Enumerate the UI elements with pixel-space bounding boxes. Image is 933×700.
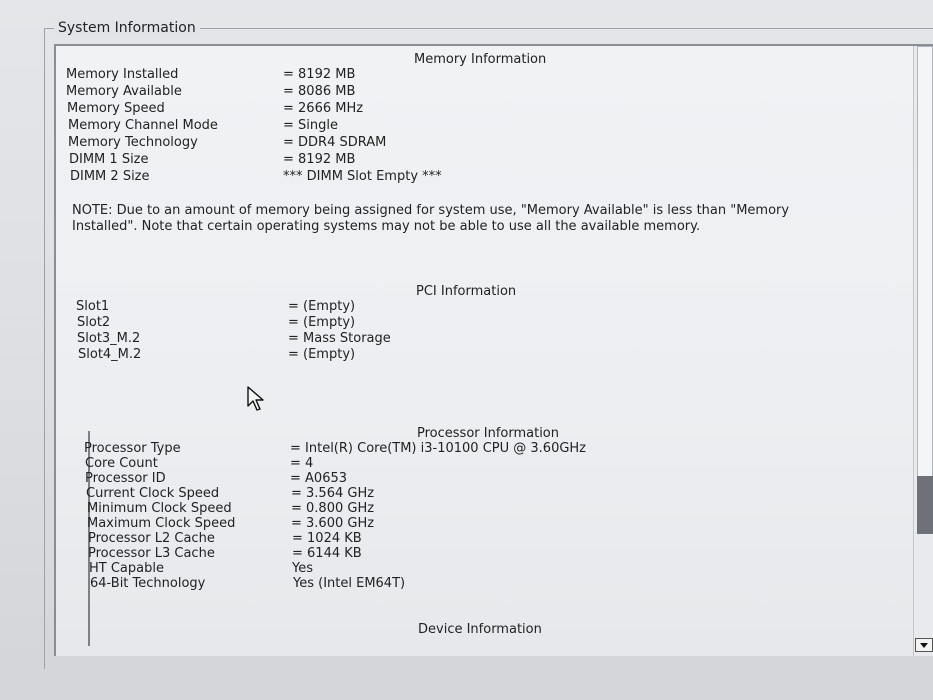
- row-value: = 3.564 GHz: [291, 486, 375, 501]
- memory-section-title: Memory Information: [414, 52, 547, 67]
- row-label: 64-Bit Technology: [90, 576, 206, 591]
- row-value: Yes: [292, 561, 313, 576]
- row-label: Maximum Clock Speed: [87, 516, 236, 531]
- device-section-title: Device Information: [418, 622, 542, 637]
- info-panel[interactable]: [54, 44, 933, 656]
- row-value: = 8086 MB: [283, 84, 356, 99]
- row-value: = 1024 KB: [292, 531, 362, 546]
- info-content: [56, 46, 906, 656]
- row-label: DIMM 1 Size: [69, 152, 149, 167]
- row-label: Processor Type: [84, 441, 181, 456]
- chevron-down-icon[interactable]: [915, 638, 933, 652]
- row-label: Memory Channel Mode: [68, 118, 218, 133]
- row-value: Yes (Intel EM64T): [293, 576, 406, 591]
- row-value: = 4: [290, 456, 314, 471]
- processor-section-title: Processor Information: [417, 426, 559, 441]
- row-value: = (Empty): [288, 299, 356, 314]
- row-value: = DDR4 SDRAM: [283, 135, 387, 150]
- row-label: Slot1: [76, 299, 110, 314]
- row-value: = Intel(R) Core(TM) i3-10100 CPU @ 3.60GHz: [290, 441, 587, 456]
- scroll-thumb-grip[interactable]: [917, 476, 933, 534]
- row-value: = 8192 MB: [283, 67, 356, 82]
- row-label: Slot3_M.2: [77, 331, 141, 346]
- row-label: HT Capable: [89, 561, 164, 576]
- row-label: Processor L2 Cache: [88, 531, 215, 546]
- row-label: Memory Available: [66, 84, 182, 99]
- row-value: = (Empty): [288, 347, 356, 362]
- row-label: Minimum Clock Speed: [87, 501, 232, 516]
- row-label: Processor L3 Cache: [88, 546, 215, 561]
- vertical-scrollbar[interactable]: [913, 46, 933, 656]
- row-label: DIMM 2 Size: [70, 169, 150, 184]
- group-title: System Information: [54, 20, 200, 36]
- row-value: *** DIMM Slot Empty ***: [283, 169, 442, 184]
- row-label: Slot4_M.2: [78, 347, 142, 362]
- row-label: Memory Installed: [66, 67, 179, 82]
- row-value: = (Empty): [288, 315, 356, 330]
- row-value: = 0.800 GHz: [291, 501, 375, 516]
- scroll-thumb[interactable]: [917, 46, 933, 534]
- row-label: Processor ID: [85, 471, 166, 486]
- row-value: = 6144 KB: [292, 546, 362, 561]
- row-value: = 8192 MB: [283, 152, 356, 167]
- pci-section-title: PCI Information: [416, 284, 517, 299]
- row-value: = 3.600 GHz: [291, 516, 375, 531]
- row-value: = A0653: [290, 471, 348, 486]
- row-label: Memory Speed: [67, 101, 165, 116]
- row-label: Core Count: [85, 456, 158, 471]
- mouse-pointer-icon: [246, 386, 266, 412]
- row-label: Memory Technology: [68, 135, 198, 150]
- memory-note: NOTE: Due to an amount of memory being assigned for system use, "Memory Available" is less than "Memory Installed". Note that certain operating systems may not be able to use all the available memory.: [72, 203, 790, 234]
- row-label: Current Clock Speed: [86, 486, 220, 501]
- row-value: = 2666 MHz: [283, 101, 364, 116]
- row-value: = Single: [283, 118, 338, 133]
- row-label: Slot2: [77, 315, 111, 330]
- row-value: = Mass Storage: [288, 331, 391, 346]
